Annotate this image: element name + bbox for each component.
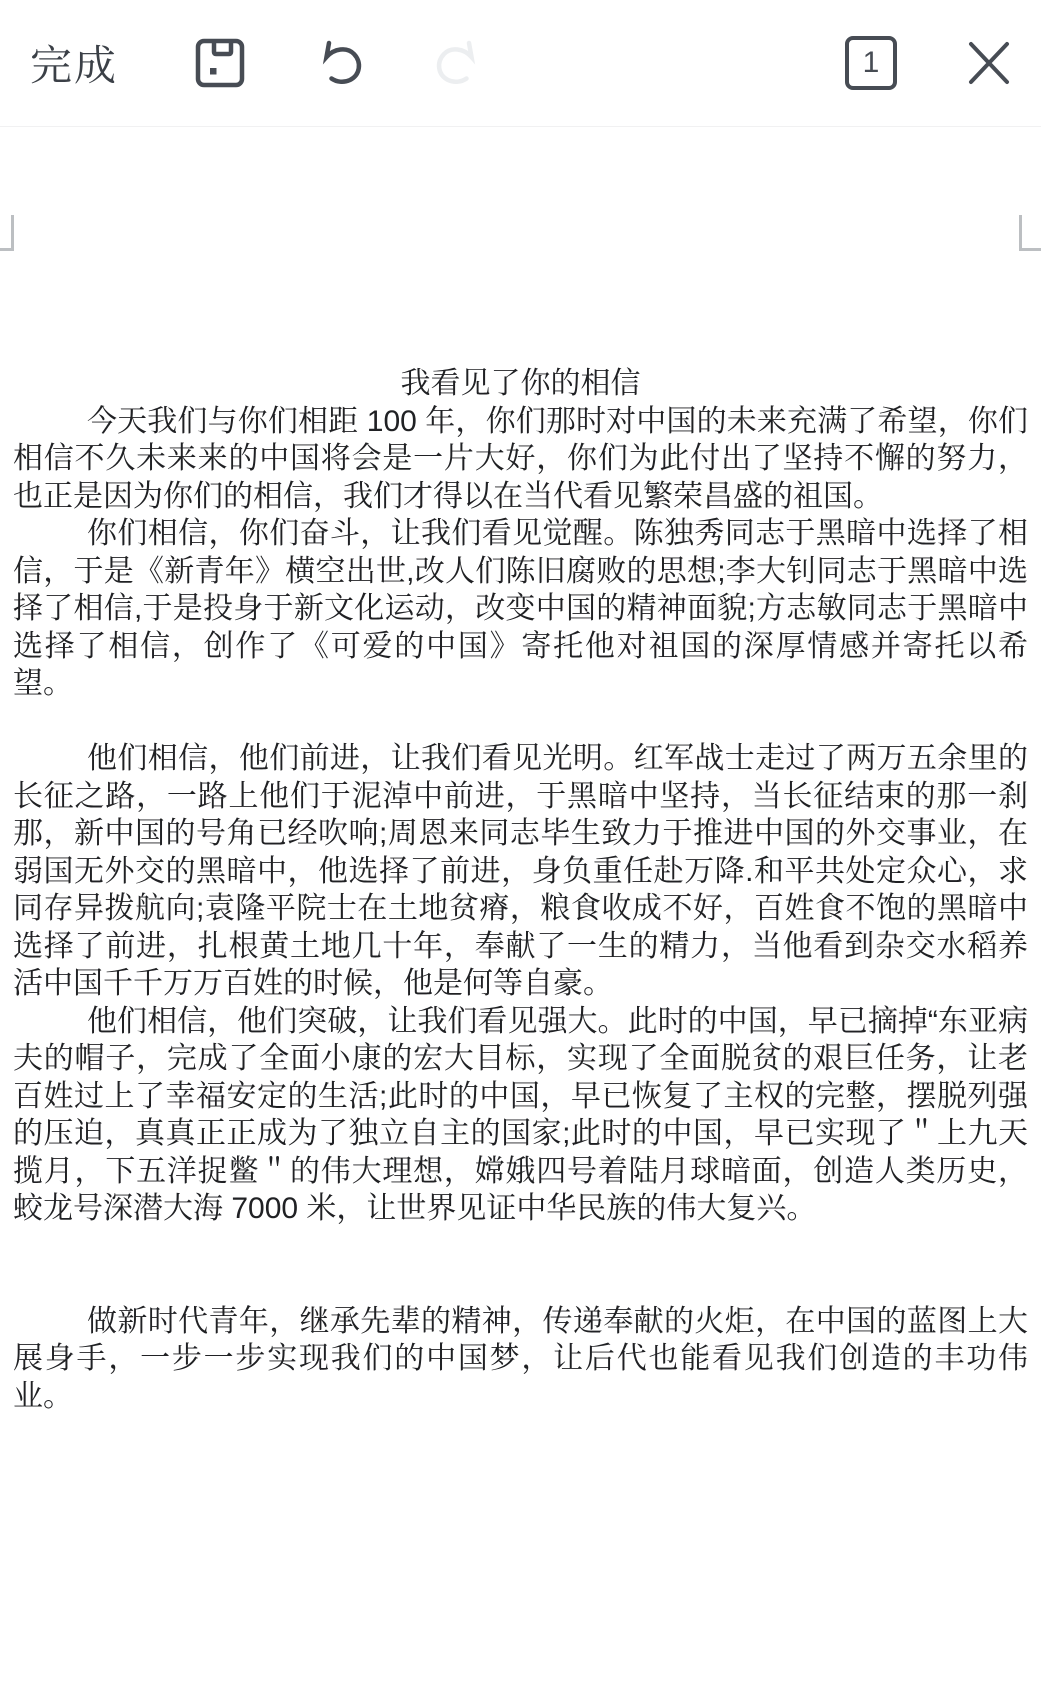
close-icon (963, 37, 1015, 89)
paragraph[interactable]: 他们相信，他们前进，让我们看见光明。红军战士走过了两万五余里的长征之路，一路上他们于泥淖中前进，于黑暗中坚持，当长征结束的那一刹那，新中国的号角已经吹响;周恩来同志毕生致力于推进中国的外交事业，在弱国无外交的黑暗中，他选择了前进，身负重任赴万降.和平共处定众心，求同存异拨航向;袁隆平院士在土地贫瘠，粮食收成不好，百姓食不饱的黑暗中选择了前进，扎根黄土地几十年，奉献了一生的精力，当他看到杂交水稻养活中国千千万万百姓的时候，他是何等自豪。 (13, 742, 1028, 1000)
blank-line[interactable] (13, 703, 1028, 741)
paragraph[interactable]: 他们相信，他们突破，让我们看见强大。此时的中国，早已摘掉“东亚病夫的帽子，完成了全面小康的宏大目标，实现了全面脱贫的艰巨任务，让老百姓过上了幸福安定的生活;此时的中国，早已恢复了主权的完整，摆脱列强的压迫，真真正正成为了独立自主的国家;此时的中国，早已实现了＂上九天揽月，下五洋捉鳖＂的伟大理想，嫦娥四号着陆月球暗面，创造人类历史，蛟龙号深潜大海 7000 米，让世界见证中华民族的伟大复兴。 (13, 1004, 1028, 1225)
save-button[interactable] (194, 37, 246, 89)
document-text[interactable] (13, 365, 1028, 1415)
paragraph[interactable]: 你们相信，你们奋斗，让我们看见觉醒。陈独秀同志于黑暗中选择了相信，于是《新青年》横空出世,改人们陈旧腐败的思想;李大钊同志于黑暗中选择了相信,于是投身于新文化运动，改变中国的精神面貌;方志敏同志于黑暗中选择了相信，创作了《可爱的中国》寄托他对祖国的深厚情感并寄托以希望。 (13, 517, 1028, 700)
page-margin-corner-right (1019, 215, 1041, 251)
undo-button[interactable] (312, 36, 366, 90)
blank-line[interactable] (13, 1228, 1028, 1266)
close-button[interactable] (963, 37, 1015, 89)
document-title[interactable]: 我看见了你的相信 (400, 367, 641, 400)
blank-line[interactable] (13, 1265, 1028, 1303)
paragraph[interactable]: 做新时代青年，继承先辈的精神，传递奉献的火炬，在中国的蓝图上大展身手，一步一步实现我们的中国梦，让后代也能看见我们创造的丰功伟业。 (13, 1304, 1028, 1413)
save-icon (194, 37, 246, 89)
redo-button (432, 36, 486, 90)
undo-icon (312, 36, 366, 90)
document-page[interactable] (0, 128, 1041, 1696)
toolbar (0, 0, 1041, 127)
paragraph[interactable]: 今天我们与你们相距 100 年，你们那时对中国的未来充满了希望，你们相信不久未来来的中国将会是一片大好，你们为此付出了坚持不懈的努力，也正是因为你们的相信，我们才得以在当代看见繁荣昌盛的祖国。 (13, 404, 1028, 513)
done-button[interactable]: 完成 (30, 33, 118, 93)
page-margin-corner-left (0, 215, 14, 251)
page-indicator[interactable]: 1 (845, 36, 897, 90)
redo-icon (432, 36, 486, 90)
